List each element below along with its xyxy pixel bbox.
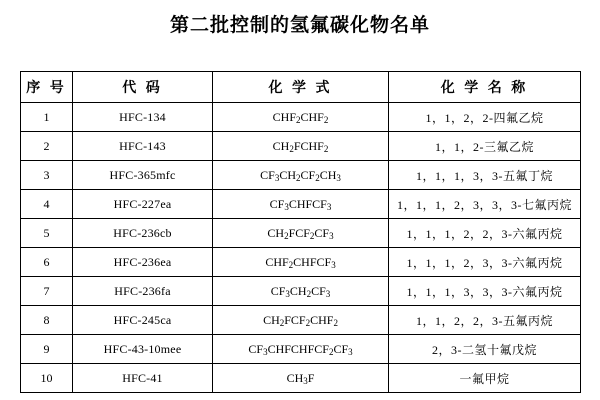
cell-chemical-formula: $CH_3F$	[213, 364, 389, 393]
table-body	[21, 103, 581, 393]
table-row	[21, 335, 581, 364]
cell-chemical-name: 2，3-二氢十氟戊烷	[389, 335, 581, 364]
cell-code: HFC-236ea	[73, 248, 213, 277]
table-row	[21, 190, 581, 219]
table-header	[21, 72, 581, 103]
cell-code: HFC-236fa	[73, 277, 213, 306]
cell-chemical-formula: $CH_2FCHF_2$	[213, 132, 389, 161]
table-row	[21, 132, 581, 161]
table-row	[21, 277, 581, 306]
table-row	[21, 161, 581, 190]
table-row	[21, 248, 581, 277]
column-header-no: 序 号	[21, 72, 73, 103]
cell-serial-number: 4	[21, 190, 73, 219]
cell-chemical-name: 1，1，1，2，3，3，3-七氟丙烷	[389, 190, 581, 219]
cell-chemical-name: 1，1，2-三氟乙烷	[389, 132, 581, 161]
column-header-name: 化 学 名 称	[389, 72, 581, 103]
cell-code: HFC-236cb	[73, 219, 213, 248]
cell-serial-number: 1	[21, 103, 73, 132]
table-container	[0, 71, 600, 393]
cell-serial-number: 9	[21, 335, 73, 364]
cell-serial-number: 3	[21, 161, 73, 190]
cell-chemical-name: 1，1，1，3，3-五氟丁烷	[389, 161, 581, 190]
cell-code: HFC-134	[73, 103, 213, 132]
cell-serial-number: 5	[21, 219, 73, 248]
cell-serial-number: 8	[21, 306, 73, 335]
column-header-code: 代 码	[73, 72, 213, 103]
cell-chemical-formula: $CH_2FCF_2CF_3$	[213, 219, 389, 248]
cell-code: HFC-227ea	[73, 190, 213, 219]
cell-chemical-name: 1，1，1，3，3，3-六氟丙烷	[389, 277, 581, 306]
page-title: 第二批控制的氢氟碳化物名单	[169, 15, 430, 36]
table-row	[21, 364, 581, 393]
cell-chemical-name: 1，1，2，2-四氟乙烷	[389, 103, 581, 132]
cell-serial-number: 6	[21, 248, 73, 277]
cell-chemical-name: 1，1，1，2，3，3-六氟丙烷	[389, 248, 581, 277]
cell-serial-number: 7	[21, 277, 73, 306]
cell-serial-number: 10	[21, 364, 73, 393]
column-header-formula: 化 学 式	[213, 72, 389, 103]
cell-chemical-formula: $CF_3CHFCF_3$	[213, 190, 389, 219]
cell-chemical-formula: $CHF_2CHFCF_3$	[213, 248, 389, 277]
table-row	[21, 306, 581, 335]
cell-chemical-formula: $CF_3CH_2CF_2CH_3$	[213, 161, 389, 190]
table-row	[21, 103, 581, 132]
cell-chemical-formula: $CF_3CHFCHFCF_2CF_3$	[213, 335, 389, 364]
cell-chemical-formula: $CH_2FCF_2CHF_2$	[213, 306, 389, 335]
cell-code: HFC-43-10mee	[73, 335, 213, 364]
table-row	[21, 219, 581, 248]
cell-serial-number: 2	[21, 132, 73, 161]
cell-chemical-name: 1，1，2，2，3-五氟丙烷	[389, 306, 581, 335]
cell-code: HFC-365mfc	[73, 161, 213, 190]
table-header-row	[21, 72, 581, 103]
cell-code: HFC-143	[73, 132, 213, 161]
cell-chemical-name: 1，1，1，2，2，3-六氟丙烷	[389, 219, 581, 248]
cell-code: HFC-245ca	[73, 306, 213, 335]
cell-chemical-formula: $CHF_2CHF_2$	[213, 103, 389, 132]
hfc-substance-table	[20, 71, 581, 393]
cell-code: HFC-41	[73, 364, 213, 393]
cell-chemical-formula: $CF_3CH_2CF_3$	[213, 277, 389, 306]
cell-chemical-name: 一氟甲烷	[389, 364, 581, 393]
